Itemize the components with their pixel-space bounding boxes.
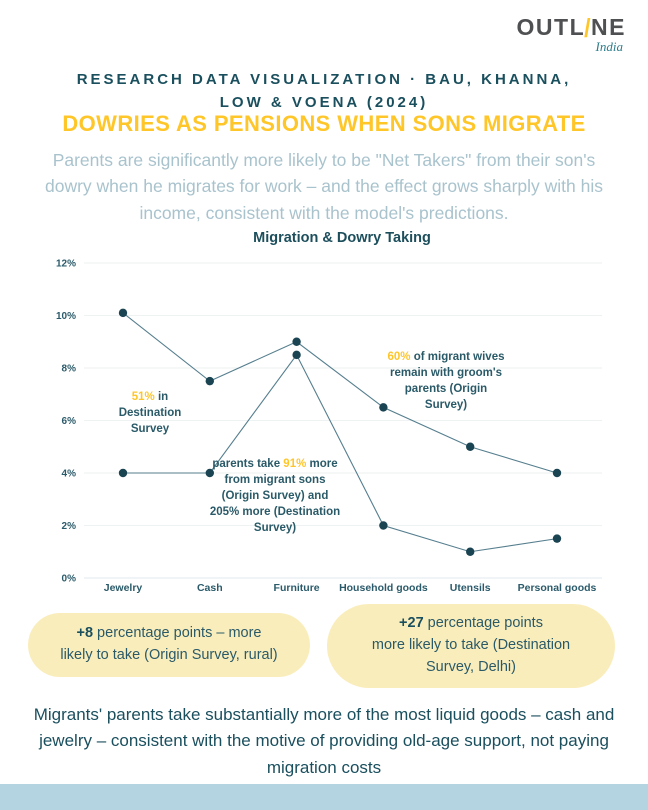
text-segment: from migrant sons [224, 474, 326, 487]
chart-annotation [119, 389, 182, 437]
text-segment: Survey [130, 423, 170, 436]
chart-annotation [210, 456, 340, 536]
text-segment: Survey) [424, 399, 468, 412]
data-point-line_bottom [466, 548, 474, 556]
text-segment: in [154, 391, 169, 403]
kicker [0, 69, 648, 114]
text-segment: 205% more (Destination [209, 506, 341, 519]
data-point-line_top [292, 338, 300, 346]
x-axis-category-label: Jewelry [103, 582, 143, 594]
highlight-text: 60% [387, 351, 411, 363]
subtitle: Parents are significantly more likely to be "Net Takers" from their son's dowry when he migrates for work – and the effect grows sharply with his income, consistent with the model's predictions. [45, 150, 603, 223]
logo-subtext: India [595, 39, 623, 54]
data-point-line_top [119, 309, 127, 317]
bottom-accent-bar [0, 784, 648, 810]
footer-text: Migrants' parents take substantially more of the most liquid goods – cash and jewelry – consistent with the motive of providing old-age support, not paying migration costs [33, 705, 615, 777]
y-axis-tick-label: 8% [61, 363, 76, 375]
text-segment: parents (Origin [404, 383, 488, 396]
y-axis-tick-label: 6% [61, 416, 76, 427]
text-segment: percentage points – more [93, 625, 262, 642]
y-axis-tick-label: 12% [55, 258, 76, 270]
text-segment: more [306, 458, 338, 470]
data-point-line_top [206, 377, 214, 385]
text-segment: parents take [212, 458, 284, 470]
x-axis-category-label: Personal goods [517, 582, 597, 594]
data-point-line_bottom [119, 469, 127, 477]
y-axis-tick-label: 10% [55, 311, 76, 322]
y-axis-tick-label: 0% [61, 573, 76, 585]
highlight-text: 91% [283, 458, 307, 470]
data-point-line_top [466, 443, 474, 451]
y-axis-tick-label: 4% [61, 468, 76, 480]
y-axis-tick-label: 2% [61, 521, 76, 532]
logo-slash-icon: / [584, 13, 593, 43]
callout-text [372, 613, 570, 678]
x-axis-category-label: Cash [196, 582, 223, 594]
x-axis-category-label: Furniture [273, 582, 320, 594]
data-point-line_top [553, 469, 561, 477]
logo-text-left: OUTL [516, 14, 586, 40]
highlight-text: +8 [76, 625, 94, 642]
logo-text-right: NE [591, 14, 626, 40]
text-segment: Destination [118, 407, 182, 420]
text-segment: (Origin Survey) and [221, 490, 329, 503]
text-segment: more likely to take (Destination [371, 637, 571, 654]
data-point-line_bottom [379, 521, 387, 529]
page-title: DOWRIES AS PENSIONS WHEN SONS MIGRATE [62, 111, 586, 136]
kicker-line-1: RESEARCH DATA VISUALIZATION · BAU, KHANNA, [76, 71, 572, 88]
callout-text [60, 623, 277, 667]
callout-pill-origin [28, 613, 310, 677]
text-segment: Survey, Delhi) [426, 658, 516, 675]
kicker-line-2: LOW & VOENA (2024) [219, 93, 429, 111]
x-axis-category-label: Household goods [339, 582, 428, 594]
chart-title: Migration & Dowry Taking [253, 230, 431, 246]
text-segment: likely to take (Origin Survey, rural) [60, 647, 278, 663]
data-point-line_top [379, 403, 387, 411]
outline-india-logo [516, 13, 626, 54]
line-chart [0, 250, 648, 600]
text-segment: percentage points [423, 615, 543, 632]
data-point-line_bottom [292, 351, 300, 359]
text-segment: remain with groom's [389, 367, 502, 380]
x-axis-category-label: Utensils [449, 582, 491, 594]
highlight-text: 51% [131, 391, 155, 403]
text-segment: Survey) [253, 522, 297, 535]
text-segment: of migrant wives [410, 351, 505, 363]
logo-wordmark [516, 13, 626, 43]
highlight-text: +27 [399, 615, 424, 632]
callout-pill-destination [327, 604, 615, 688]
chart-canvas [0, 250, 648, 600]
chart-annotation [388, 349, 505, 413]
data-point-line_bottom [553, 534, 561, 542]
